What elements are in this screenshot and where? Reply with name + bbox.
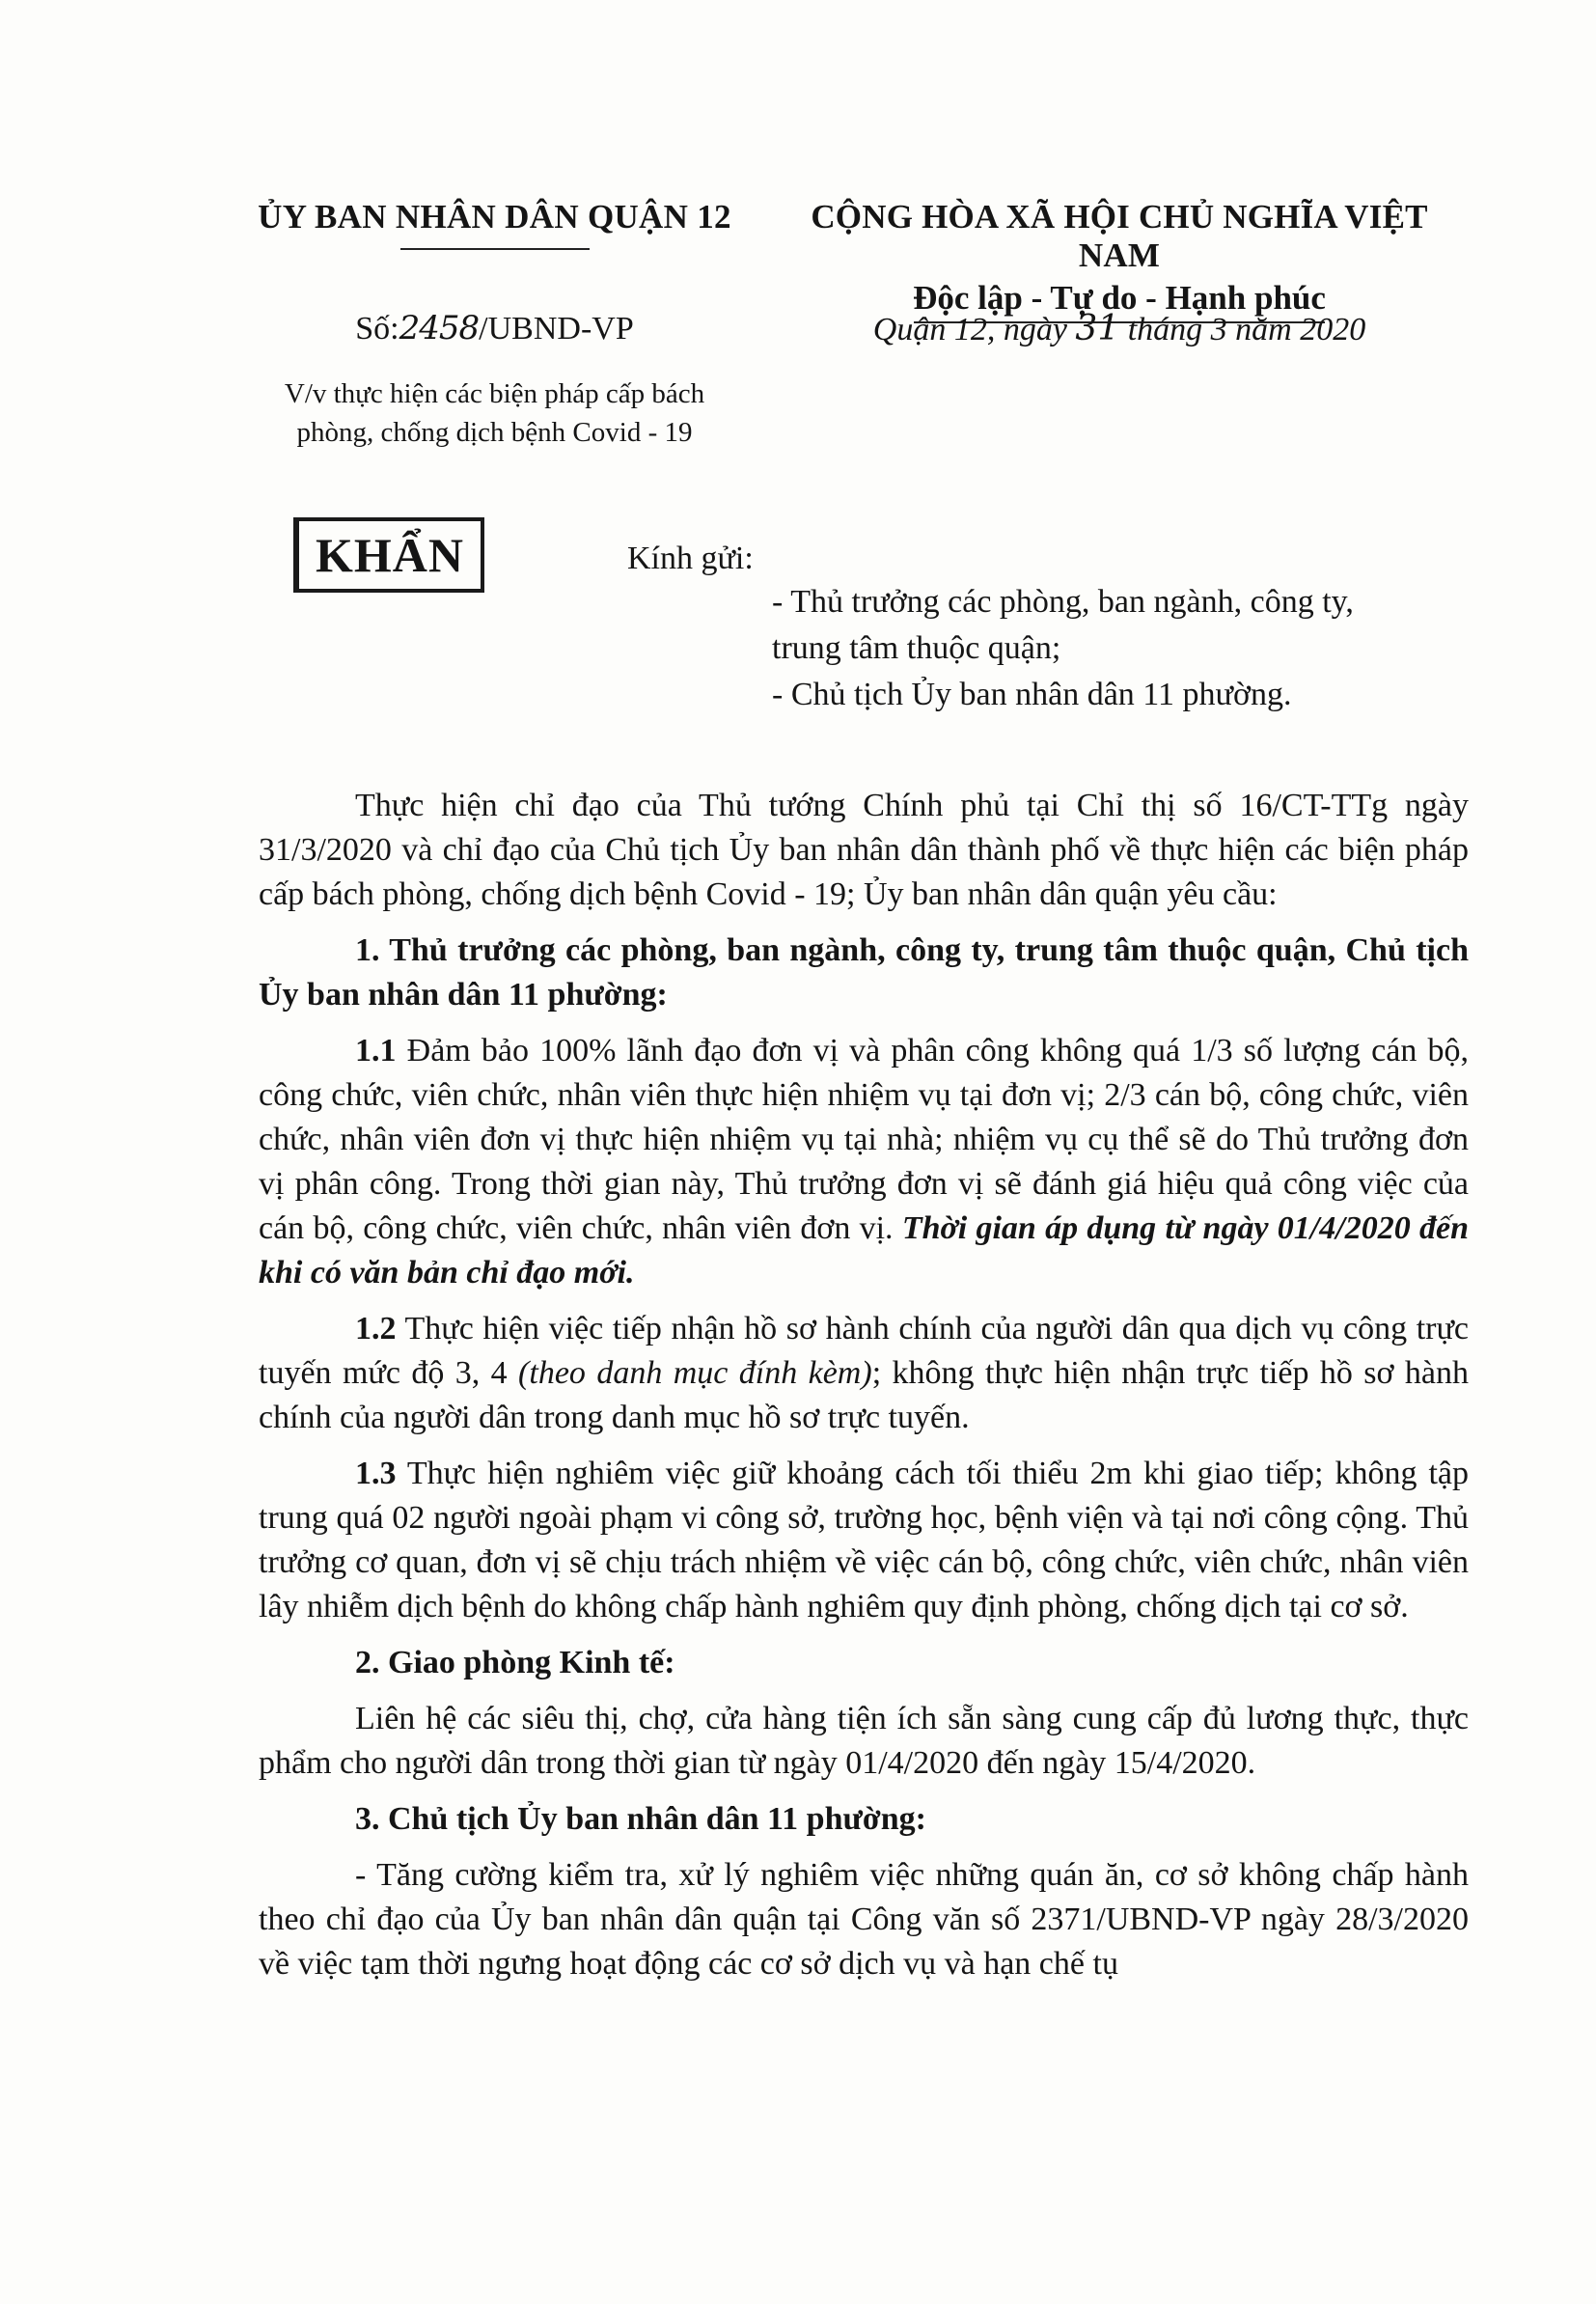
recipient-line: - Chủ tịch Ủy ban nhân dân 11 phường. [772,677,1292,712]
date-day-handwritten: 31 [1075,309,1120,348]
paragraph-italic: (theo danh mục đính kèm) [518,1355,872,1391]
section-2-paragraph: Liên hệ các siêu thị, chợ, cửa hàng tiện ích sẵn sàng cung cấp đủ lương thực, thực phẩm cho người dân trong thời gian từ ngày 01/4/2020 đến ngày 15/4/2020. [259,1701,1469,1781]
national-header-block [772,198,1467,323]
urgent-stamp: KHẨN [293,517,484,593]
section-3-paragraph: - Tăng cường kiểm tra, xử lý nghiêm việc những quán ăn, cơ sở không chấp hành theo chỉ đạo của Ủy ban nhân dân quận tại Công văn số 2371/UBND-VP ngày 28/3/2020 về việc tạm thời ngưng hoạt động các cơ sở dịch vụ và hạn chế tụ [259,1857,1469,1982]
national-title: CỘNG HÒA XÃ HỘI CHỦ NGHĨA VIỆT NAM [811,198,1428,274]
subject-line: phòng, chống dịch bệnh Covid - 19 [296,417,693,448]
section-1-heading: 1. Thủ trưởng các phòng, ban ngành, công ty, trung tâm thuộc quận, Chủ tịch Ủy ban nhân dân 11 phường: [259,932,1469,1013]
date-suffix: tháng 3 năm 2020 [1119,312,1366,347]
issuing-organization: ỦY BAN NHÂN DÂN QUẬN 12 [258,198,731,236]
doc-number-prefix: Số: [355,311,399,347]
section-2-heading: 2. Giao phòng Kinh tế: [355,1645,675,1680]
organization-underline [400,248,590,250]
paragraph-number: 1.1 [355,1033,397,1069]
paragraph-text: Đảm bảo 100% lãnh đạo đơn vị và phân công không quá 1/3 số lượng cán bộ, công chức, viên chức, nhân viên thực hiện nhiệm vụ tại đơn vị; 2/3 cán bộ, công chức, viên chức, nhân viên đơn vị thực hiện nhiệm vụ tại nhà; nhiệm vụ cụ thể sẽ do Thủ trưởng đơn vị phân công. Trong thời gian này, Thủ trưởng đơn vị sẽ đánh giá hiệu quả công việc của cán bộ, công chức, viên chức, nhân viên đơn vị. [259,1033,1469,1246]
paragraph-text: Thực hiện nghiêm việc giữ khoảng cách tối thiểu 2m khi giao tiếp; không tập trung quá 02 người ngoài phạm vi công sở, trường học, bệnh viện và tại nơi công cộng. Thủ trưởng cơ quan, đơn vị sẽ chịu trách nhiệm về việc cán bộ, công chức, viên chức, nhân viên lây nhiễm dịch bệnh do không chấp hành nghiêm quy định phòng, chống dịch tại cơ sở. [259,1456,1469,1624]
paragraph-number: 1.3 [355,1456,397,1491]
recipients-list [772,579,1467,718]
paragraph-emphasis: Thời gian áp dụng từ ngày 01/4/2020 đến khi có văn bản chỉ đạo mới. [259,1210,1469,1291]
paragraph-1-2 [259,1307,1469,1440]
recipient-line: - Thủ trưởng các phòng, ban ngành, công ty, [772,584,1354,620]
paragraph-1-3 [259,1452,1469,1629]
intro-paragraph: Thực hiện chỉ đạo của Thủ tướng Chính phủ tại Chỉ thị số 16/CT-TTg ngày 31/3/2020 và chỉ đạo của Chủ tịch Ủy ban nhân dân thành phố về thực hiện các biện pháp cấp bách phòng, chống dịch bệnh Covid - 19; Ủy ban nhân dân quận yêu cầu: [259,788,1469,912]
document-date [772,309,1467,348]
paragraph-1-1 [259,1029,1469,1295]
date-prefix: Quận 12, ngày [872,312,1076,347]
paragraph-number: 1.2 [355,1311,397,1346]
doc-number-handwritten: 2458 [399,309,480,347]
subject-line: V/v thực hiện các biện pháp cấp bách [284,378,705,409]
paragraph-text: Thực hiện việc tiếp nhận hồ sơ hành chính của người dân qua dịch vụ công trực tuyến mức độ 3, 4 [259,1311,1469,1391]
document-subject [232,375,757,452]
paragraph-text: ; không thực hiện nhận trực tiếp hồ sơ hành chính của người dân trong danh mục hồ sơ trực tuyến. [259,1355,1469,1435]
section-3-heading: 3. Chủ tịch Ủy ban nhân dân 11 phường: [355,1801,926,1837]
national-motto: Độc lập - Tự do - Hạnh phúc [913,279,1326,317]
issuing-organization-block [232,198,757,250]
recipients-label: Kính gửi: [627,541,754,576]
document-number [232,309,757,347]
recipient-line: trung tâm thuộc quận; [772,630,1061,666]
document-body [259,784,1469,1986]
doc-number-suffix: /UBND-VP [479,311,634,347]
